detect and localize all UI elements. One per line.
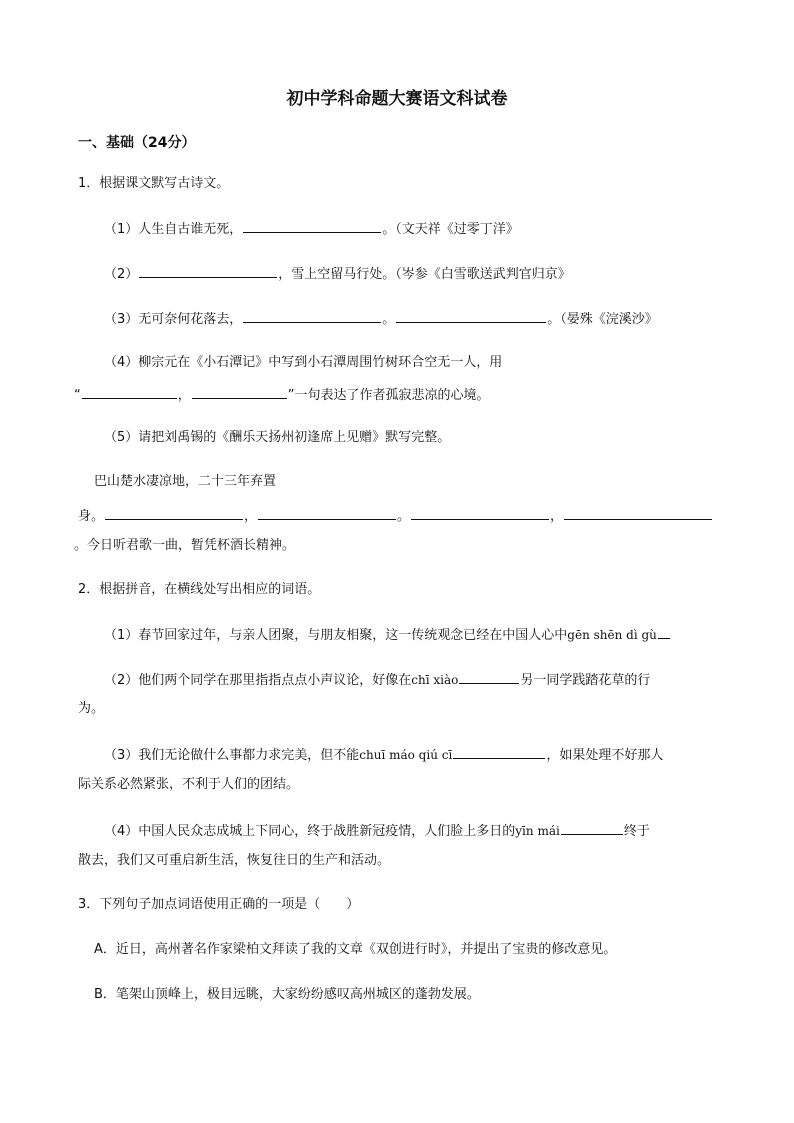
answer-blank[interactable] bbox=[105, 507, 243, 520]
answer-blank[interactable] bbox=[411, 507, 549, 520]
poem-text: 。 bbox=[397, 509, 411, 524]
pinyin: yīn mái bbox=[515, 824, 560, 838]
option-a: A．近日，高州著名作家梁柏文拜读了我的文章《双创进行时》，并提出了宝贵的修改意见。 bbox=[94, 942, 617, 957]
answer-blank[interactable] bbox=[396, 310, 546, 323]
q1-item-4-post: ”一句表达了作者孤寂悲凉的心境。 bbox=[287, 388, 490, 403]
comma: ， bbox=[177, 388, 191, 403]
q2-item-3 bbox=[104, 746, 663, 764]
poem-text: ， bbox=[244, 509, 258, 524]
q2-item-2-text: （2）他们两个同学在那里指指点点小声议论，好像在 bbox=[104, 673, 412, 688]
answer-blank[interactable] bbox=[82, 386, 177, 399]
q2-item-4-text: （4）中国人民众志成城上下同心，终于战胜新冠疫情，人们脸上多日的 bbox=[104, 824, 516, 839]
q1-item-3-pre: （3）无可奈何花落去， bbox=[104, 312, 243, 327]
q1-item-4-line1: （4）柳宗元在《小石潭记》中写到小石潭周围竹树环合空无一人，用 bbox=[104, 355, 503, 370]
answer-blank[interactable] bbox=[459, 671, 519, 684]
q1-item-1 bbox=[104, 220, 519, 238]
poem-line-1: 巴山楚水凄凉地，二十三年弃置 bbox=[94, 474, 277, 489]
answer-blank[interactable] bbox=[258, 507, 396, 520]
pinyin: gēn shēn dì gù bbox=[567, 628, 657, 642]
answer-blank[interactable] bbox=[658, 626, 670, 639]
q1-item-1-post: 。（文天祥《过零丁洋》 bbox=[382, 222, 519, 237]
q1-item-3-mid: 。 bbox=[382, 312, 396, 327]
poem-text: ， bbox=[550, 509, 564, 524]
exam-title: 初中学科命题大赛语文科试卷 bbox=[286, 89, 508, 109]
q1-item-2-post: ，雪上空留马行处。（岑参《白雪歌送武判官归京》 bbox=[278, 267, 571, 282]
q2-item-1-text: （1）春节回家过年，与亲人团聚，与朋友相聚，这一传统观念已经在中国人心中 bbox=[104, 628, 568, 643]
q2-item-2-post: 另一同学践踏花草的行 bbox=[520, 673, 651, 688]
q1-item-1-pre: （1）人生自古谁无死， bbox=[104, 222, 243, 237]
answer-blank[interactable] bbox=[243, 310, 381, 323]
answer-blank[interactable] bbox=[564, 507, 712, 520]
section-heading: 一、基础（24分） bbox=[78, 135, 196, 151]
open-quote: “ bbox=[74, 388, 81, 403]
q2-item-3-line2: 际关系必然紧张，不利于人们的团结。 bbox=[78, 777, 300, 792]
q1-item-3-post: 。（晏殊《浣溪沙》 bbox=[547, 312, 658, 327]
answer-blank[interactable] bbox=[561, 822, 623, 835]
q1-item-2 bbox=[104, 265, 571, 283]
q2-item-4 bbox=[104, 822, 650, 840]
q2-item-4-post: 终于 bbox=[623, 824, 650, 839]
answer-blank[interactable] bbox=[453, 746, 545, 759]
poem-line-3: 。今日听君歌一曲，暂凭杯酒长精神。 bbox=[74, 538, 296, 553]
q1-item-2-pre: （2） bbox=[104, 267, 139, 282]
q2-item-3-text: （3）我们无论做什么事都力求完美，但不能 bbox=[104, 748, 360, 763]
q2-item-4-line2: 散去，我们又可重启新生活，恢复往日的生产和活动。 bbox=[78, 853, 391, 868]
q2-item-1 bbox=[104, 626, 671, 644]
q2-item-3-post: ，如果处理不好那人 bbox=[546, 748, 664, 763]
question-1-stem: 1．根据课文默写古诗文。 bbox=[78, 176, 230, 191]
answer-blank[interactable] bbox=[139, 265, 277, 278]
answer-blank[interactable] bbox=[192, 386, 287, 399]
pinyin: chuī máo qiú cī bbox=[359, 748, 453, 762]
question-3-stem: 3．下列句子加点词语使用正确的一项是（ ） bbox=[78, 897, 360, 912]
pinyin: chī xiào bbox=[411, 673, 459, 687]
poem-text: 身。 bbox=[78, 509, 105, 524]
q1-item-5: （5）请把刘禹锡的《酬乐天扬州初逢席上见赠》默写完整。 bbox=[104, 430, 451, 445]
option-b: B．笔架山顶峰上，极目远眺，大家纷纷感叹高州城区的蓬勃发展。 bbox=[94, 987, 480, 1002]
answer-blank[interactable] bbox=[243, 220, 381, 233]
question-2-stem: 2．根据拼音，在横线处写出相应的词语。 bbox=[78, 582, 321, 597]
q1-item-4-line2 bbox=[74, 386, 490, 404]
q1-item-3 bbox=[104, 310, 658, 328]
poem-line-2 bbox=[78, 507, 713, 525]
q2-item-2-line2: 为。 bbox=[78, 701, 105, 716]
q2-item-2 bbox=[104, 671, 650, 689]
